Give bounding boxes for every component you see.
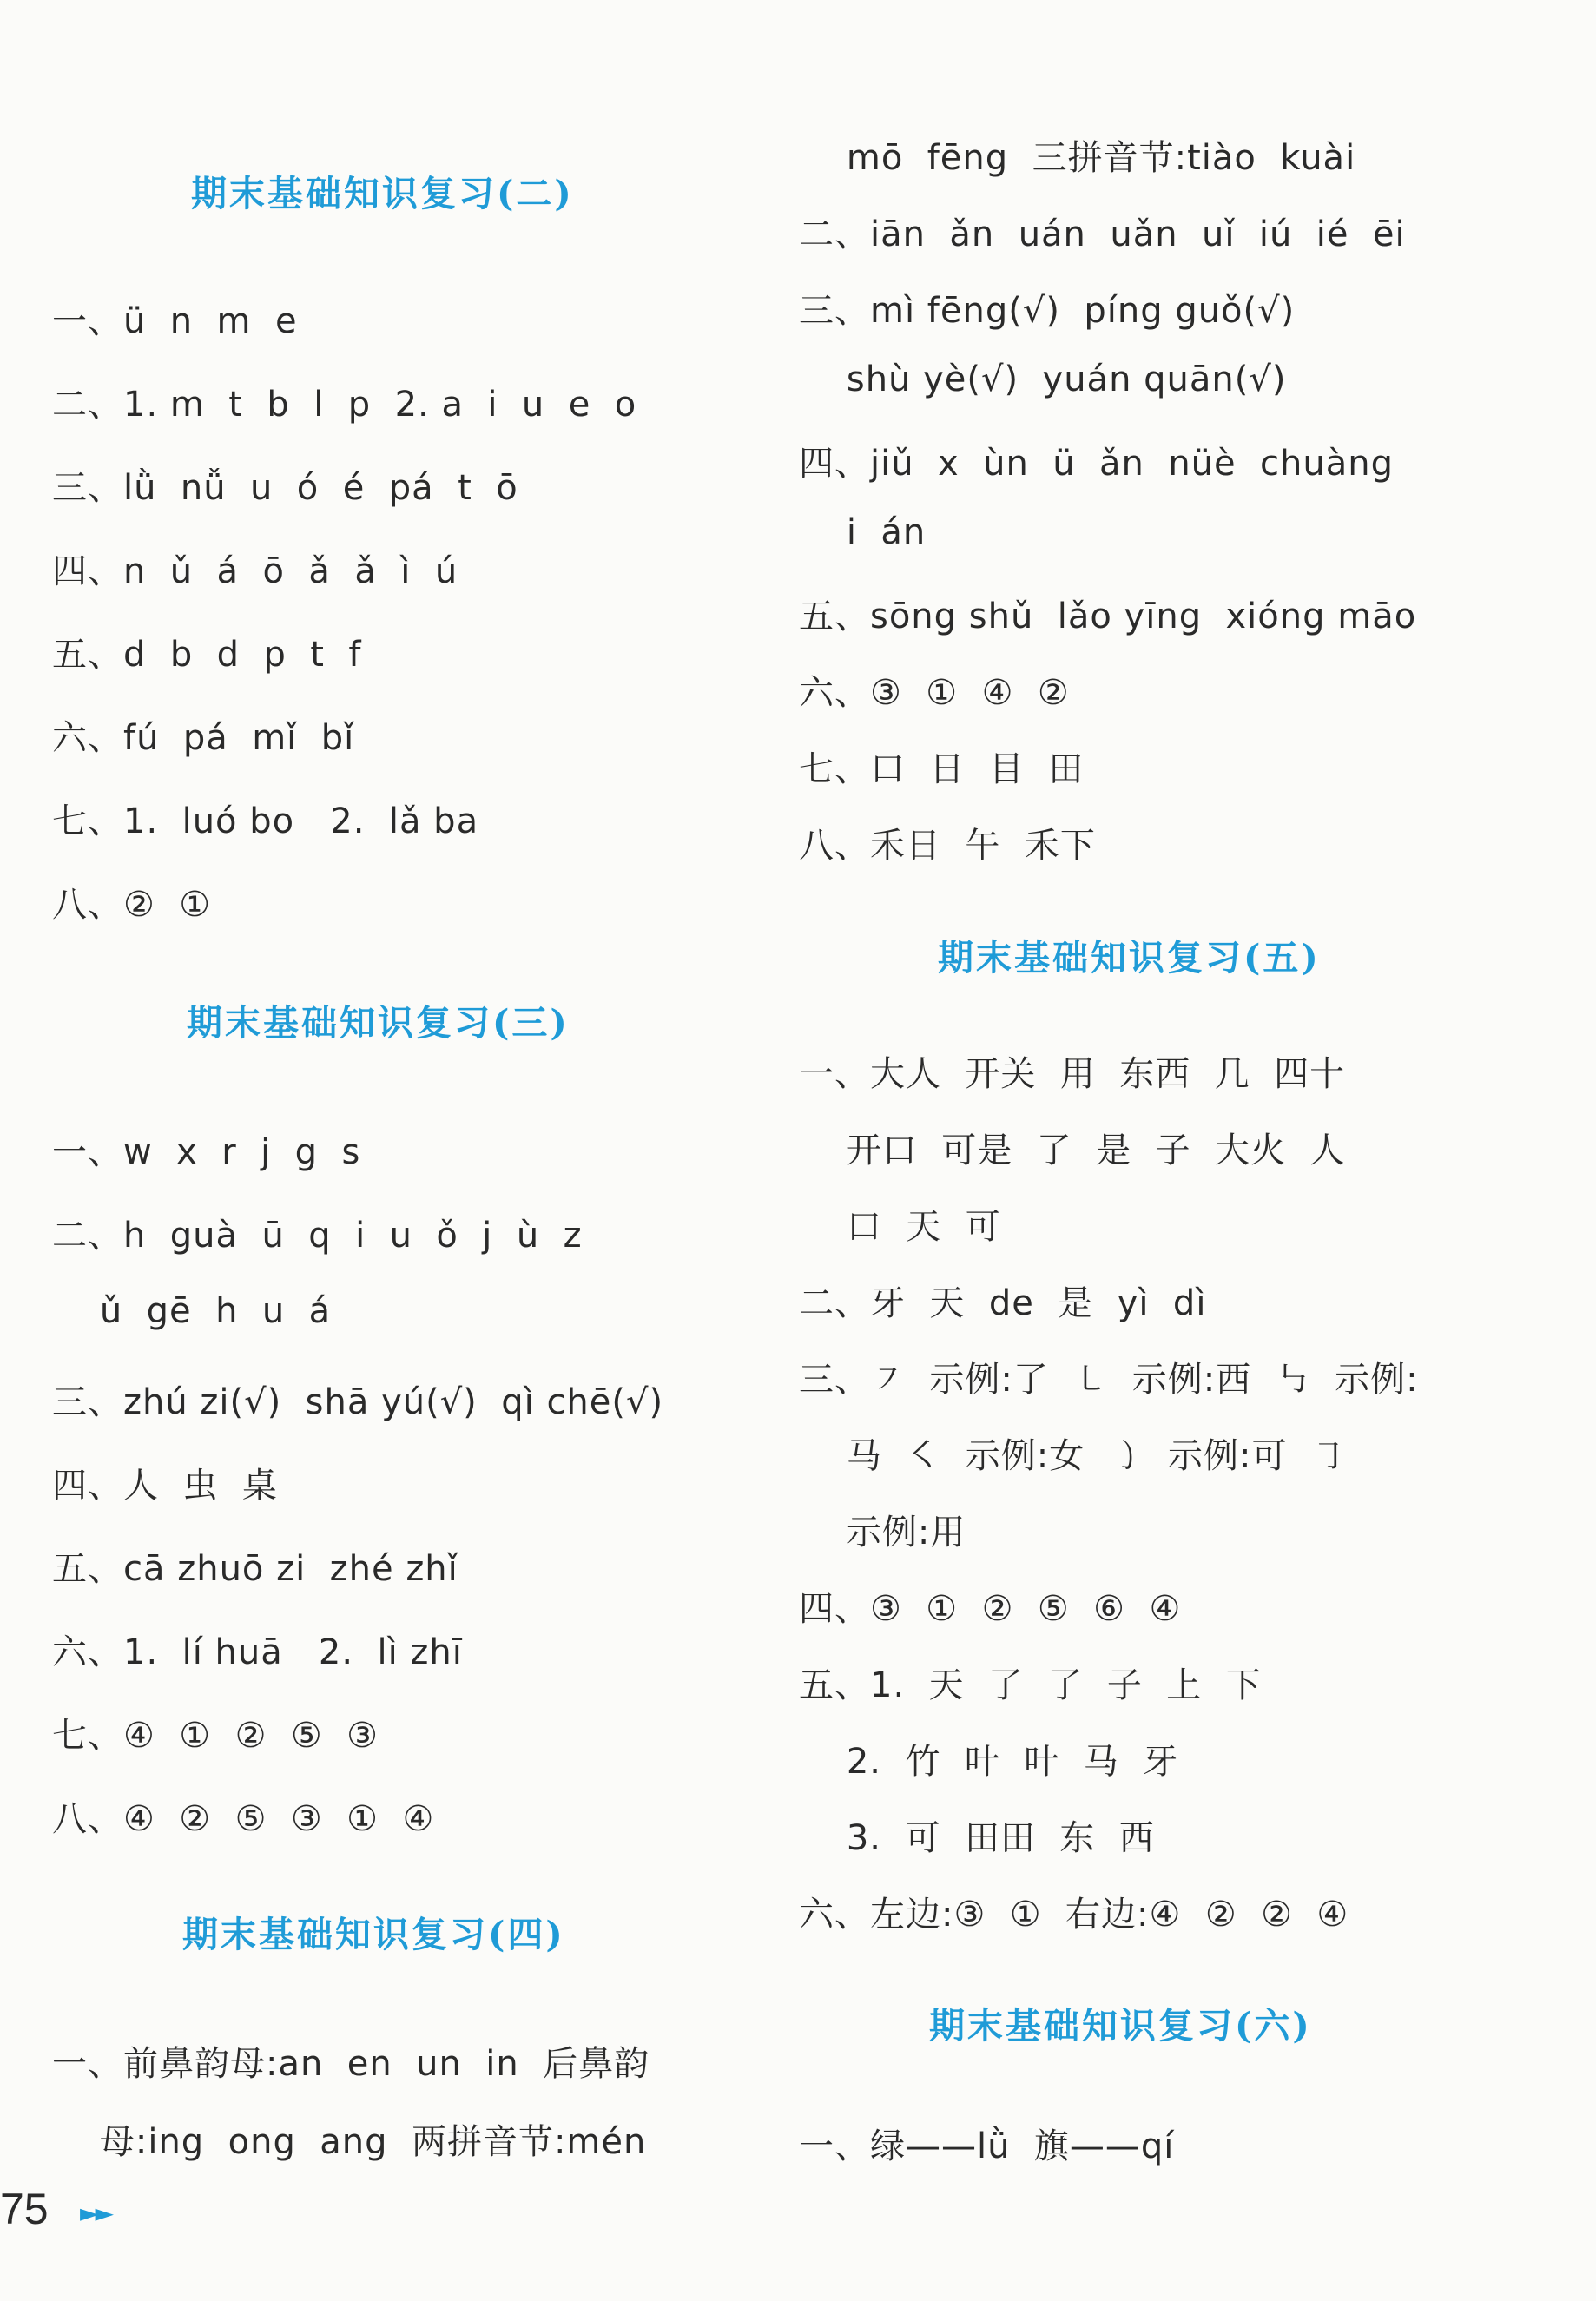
answer-line: 口 天 可	[799, 1207, 1001, 1247]
answer-line: 四、jiǔ x ùn ü ǎn nüè chuàng	[799, 444, 1395, 484]
section-title-3: 期末基础知识复习(三)	[187, 1002, 570, 1044]
section-title-5: 期末基础知识复习(五)	[938, 937, 1321, 979]
answer-line: 二、h guà ū q i u ǒ j ù z	[52, 1216, 583, 1256]
answer-line: 开口 可是 了 是 子 大火 人	[799, 1131, 1346, 1170]
answer-line: 六、左边:③ ① 右边:④ ② ② ④	[799, 1895, 1349, 1935]
answer-line: 八、禾日 午 禾下	[799, 826, 1096, 866]
answer-line: ǔ gē h u á	[52, 1291, 332, 1331]
answer-line: 六、fú pá mǐ bǐ	[52, 718, 355, 758]
answer-line: 一、大人 开关 用 东西 几 四十	[799, 1054, 1346, 1094]
answer-line: 八、④ ② ⑤ ③ ① ④	[52, 1799, 435, 1839]
answer-line: 七、④ ① ② ⑤ ③	[52, 1716, 379, 1756]
answer-line: i án	[799, 512, 927, 552]
answer-line: 母:ing ong ang 两拼音节:mén	[52, 2122, 647, 2162]
answer-line: 四、n ǔ á ō ǎ ǎ ì ú	[52, 551, 458, 591]
answer-line: 八、② ①	[52, 885, 212, 925]
answer-line: 一、ü n m e	[52, 301, 298, 341]
answer-line: 二、iān ǎn uán uǎn uǐ iú ié ēi	[799, 214, 1406, 254]
answer-line: 三、mì fēng(√) píng guǒ(√)	[799, 291, 1296, 331]
answer-line: 五、d b d p t f	[52, 635, 362, 675]
answer-line: 一、绿——lǜ 旗——qí	[799, 2126, 1175, 2166]
double-arrow-icon: ►►	[80, 2199, 111, 2227]
answer-line: 七、1. luó bo 2. lǎ ba	[52, 801, 479, 841]
answer-line: 马 ㇛ 示例:女 ㇁ 示例:可 ㇆	[799, 1436, 1347, 1476]
answer-line: 一、前鼻韵母:an en un in 后鼻韵	[52, 2044, 650, 2084]
answer-line: 二、1. m t b l p 2. a i u e o	[52, 385, 637, 425]
answer-line: 五、cā zhuō zi zhé zhǐ	[52, 1549, 458, 1589]
answer-line: 三、lǜ nǚ u ó é pá t ō	[52, 468, 518, 508]
answer-line: 二、牙 天 de 是 yì dì	[799, 1283, 1207, 1323]
answer-line: 三、㇇ 示例:了 ㇄ 示例:西 ㇉ 示例:	[799, 1360, 1419, 1400]
answer-line: 示例:用	[799, 1513, 966, 1553]
answer-line: 五、sōng shǔ lǎo yīng xióng māo	[799, 597, 1417, 636]
answer-line: 2. 竹 叶 叶 马 牙	[799, 1742, 1179, 1782]
answer-line: mō fēng 三拼音节:tiào kuài	[799, 138, 1356, 178]
answer-line: 三、zhú zi(√) shā yú(√) qì chē(√)	[52, 1382, 664, 1422]
page-number: 75	[0, 2185, 49, 2233]
answer-line: 四、人 虫 桌	[52, 1466, 278, 1506]
answer-line: 五、1. 天 了 了 子 上 下	[799, 1665, 1262, 1705]
answer-line: shù yè(√) yuán quān(√)	[799, 359, 1287, 399]
section-title-4: 期末基础知识复习(四)	[182, 1914, 565, 1955]
answer-line: 六、1. lí huā 2. lì zhī	[52, 1632, 463, 1672]
section-title-6: 期末基础知识复习(六)	[929, 2005, 1312, 2047]
answer-line: 四、③ ① ② ⑤ ⑥ ④	[799, 1589, 1182, 1629]
answer-line: 七、口 日 目 田	[799, 749, 1085, 789]
answer-line: 3. 可 田田 东 西	[799, 1818, 1155, 1858]
section-title-2: 期末基础知识复习(二)	[191, 173, 574, 214]
answer-line: 六、③ ① ④ ②	[799, 673, 1070, 713]
answer-line: 一、w x r j g s	[52, 1132, 361, 1172]
